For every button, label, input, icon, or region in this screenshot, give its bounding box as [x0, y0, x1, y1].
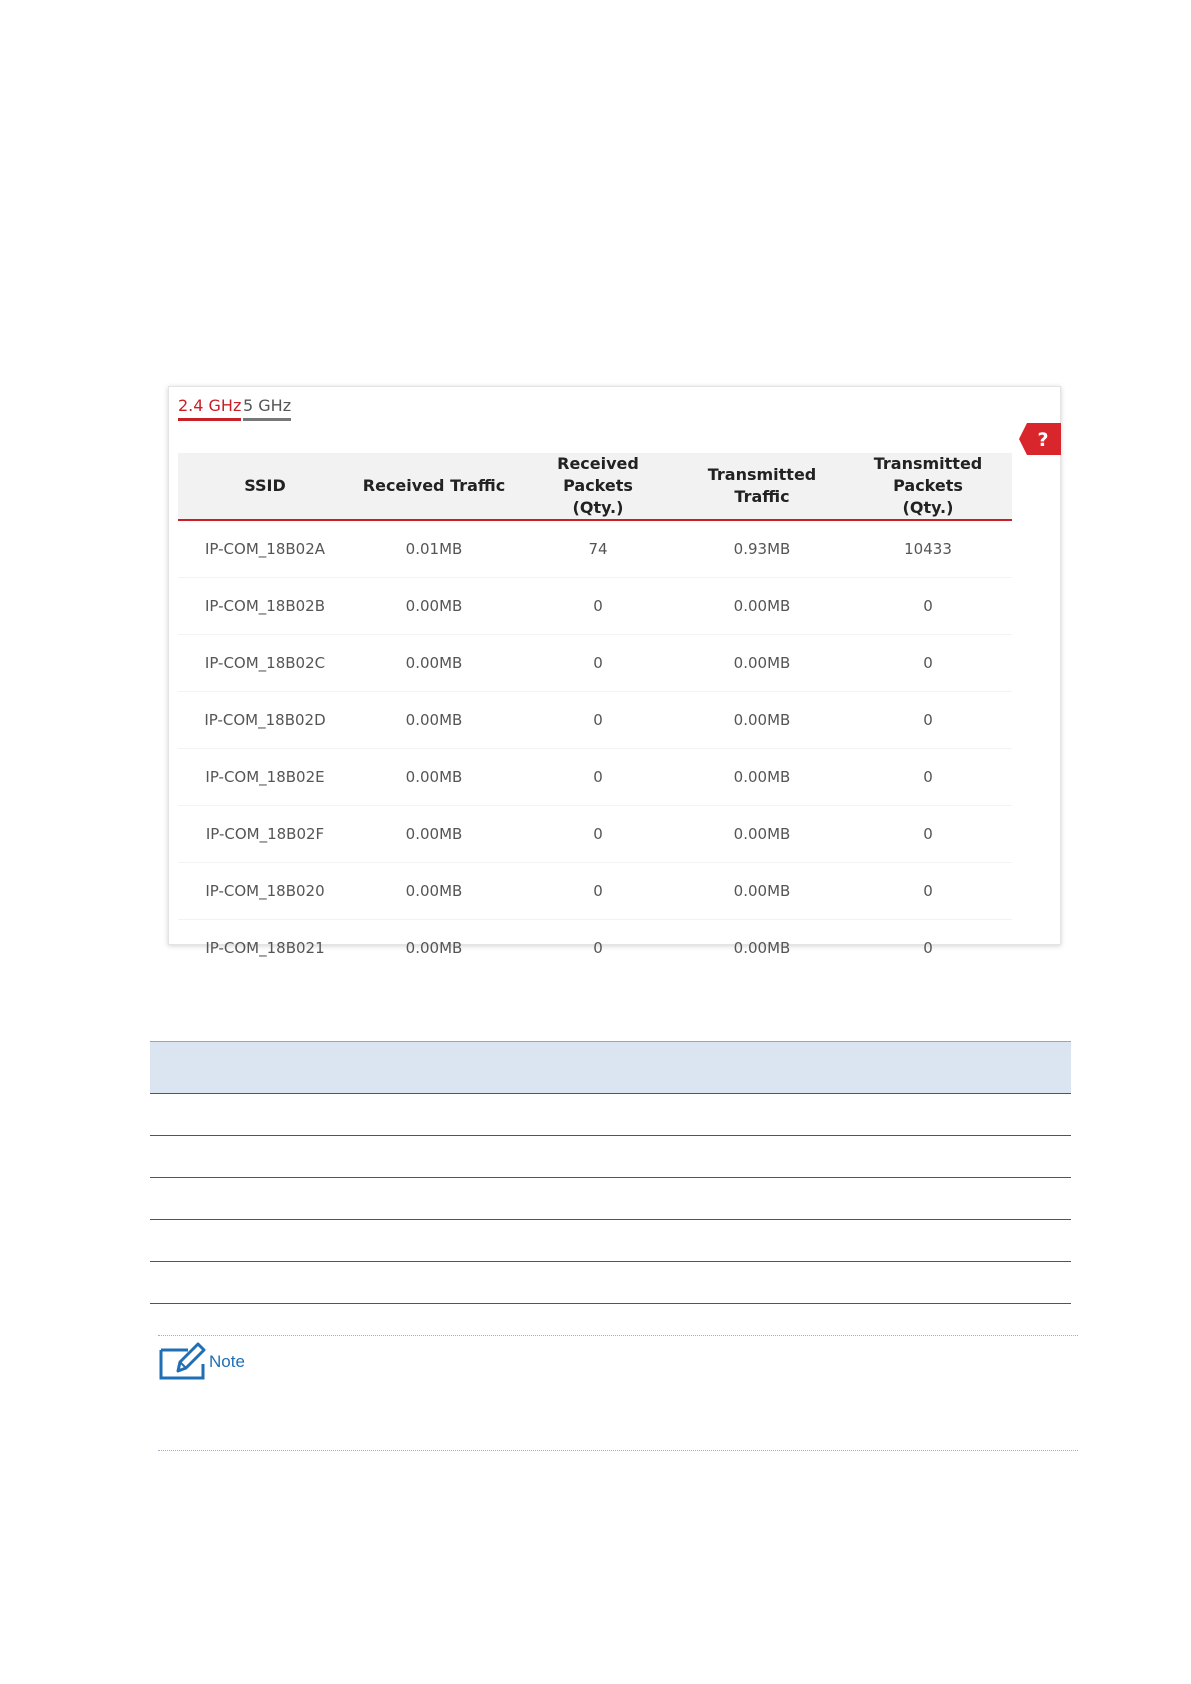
value-cell: 0	[844, 692, 1012, 749]
table-row	[150, 1262, 1071, 1304]
value-cell: 0	[516, 806, 680, 863]
value-cell: 0.00MB	[352, 578, 516, 635]
value-cell: 0.00MB	[352, 692, 516, 749]
column-header-label: Transmitted Traffic	[707, 465, 817, 506]
column-header	[352, 453, 516, 520]
value-cell: 0	[844, 806, 1012, 863]
value-cell: 0.00MB	[405, 939, 463, 957]
value-cell: 0	[516, 692, 680, 749]
ssid-cell: IP-COM_18B02A	[178, 520, 352, 578]
table-row	[178, 920, 1012, 977]
value-cell: 0.00MB	[680, 578, 844, 635]
traffic-statistics-panel	[168, 386, 1061, 957]
value-cell: 0	[844, 749, 1012, 806]
value-cell: 0	[923, 939, 933, 957]
tab-2-4-ghz[interactable]: 2.4 GHz	[178, 396, 241, 421]
note-top-divider	[158, 1335, 1078, 1336]
table-row	[178, 520, 1012, 578]
value-cell: 0.00MB	[352, 806, 516, 863]
value-cell: 0	[844, 863, 1012, 920]
note-label: Note	[209, 1352, 245, 1371]
value-cell: 0.00MB	[680, 635, 844, 692]
note-bottom-divider	[158, 1450, 1078, 1451]
ssid-cell: IP-COM_18B02E	[178, 749, 352, 806]
value-cell: 0.01MB	[352, 520, 516, 578]
value-cell: 0.00MB	[680, 806, 844, 863]
value-cell: 10433	[844, 520, 1012, 578]
value-cell: 0.93MB	[680, 520, 844, 578]
ssid-cell: IP-COM_18B02C	[178, 635, 352, 692]
table-row	[150, 1220, 1071, 1262]
column-header-label: (Qty.)	[902, 498, 954, 517]
value-cell: 0.00MB	[352, 635, 516, 692]
ssid-cell: IP-COM_18B021	[205, 939, 325, 957]
table-row	[150, 1094, 1071, 1136]
value-cell: 0	[516, 578, 680, 635]
tab-5-ghz[interactable]: 5 GHz	[243, 396, 291, 421]
value-cell: 0.00MB	[680, 863, 844, 920]
table-row	[178, 806, 1012, 863]
ssid-cell: IP-COM_18B02B	[178, 578, 352, 635]
table-row	[178, 635, 1012, 692]
column-header	[844, 453, 1012, 520]
value-cell: 0	[593, 939, 603, 957]
value-cell: 0.00MB	[680, 692, 844, 749]
value-cell: 0.00MB	[733, 939, 791, 957]
value-cell: 0	[844, 635, 1012, 692]
column-header-label: Transmitted Packets	[873, 454, 983, 495]
value-cell: 0	[516, 863, 680, 920]
note-edit-icon	[158, 1338, 210, 1382]
ssid-cell: IP-COM_18B02D	[178, 692, 352, 749]
column-header	[516, 453, 680, 520]
ssid-cell: IP-COM_18B020	[178, 863, 352, 920]
table-row	[178, 578, 1012, 635]
column-header-label: SSID	[244, 476, 286, 495]
ssid-traffic-table	[178, 453, 1012, 976]
ssid-cell: IP-COM_18B02F	[178, 806, 352, 863]
table-row	[178, 749, 1012, 806]
table-row	[178, 692, 1012, 749]
column-header	[178, 453, 352, 520]
parameter-table-header	[150, 1041, 1071, 1094]
value-cell: 74	[516, 520, 680, 578]
parameter-table	[150, 1041, 1071, 1304]
column-header-label: Received Traffic	[362, 476, 506, 495]
table-header-row	[178, 453, 1012, 520]
column-header-label: (Qty.)	[572, 498, 624, 517]
value-cell: 0.00MB	[680, 749, 844, 806]
table-row	[150, 1136, 1071, 1178]
value-cell: 0.00MB	[352, 749, 516, 806]
value-cell: 0	[516, 635, 680, 692]
question-icon[interactable]	[1019, 423, 1061, 455]
table-row	[150, 1178, 1071, 1220]
value-cell: 0	[516, 749, 680, 806]
table-body	[178, 520, 1012, 976]
table-row	[178, 863, 1012, 920]
column-header	[680, 453, 844, 520]
value-cell: 0	[844, 578, 1012, 635]
svg-text:?: ?	[1037, 429, 1049, 451]
value-cell: 0.00MB	[352, 863, 516, 920]
column-header-label: Received Packets	[557, 454, 639, 495]
